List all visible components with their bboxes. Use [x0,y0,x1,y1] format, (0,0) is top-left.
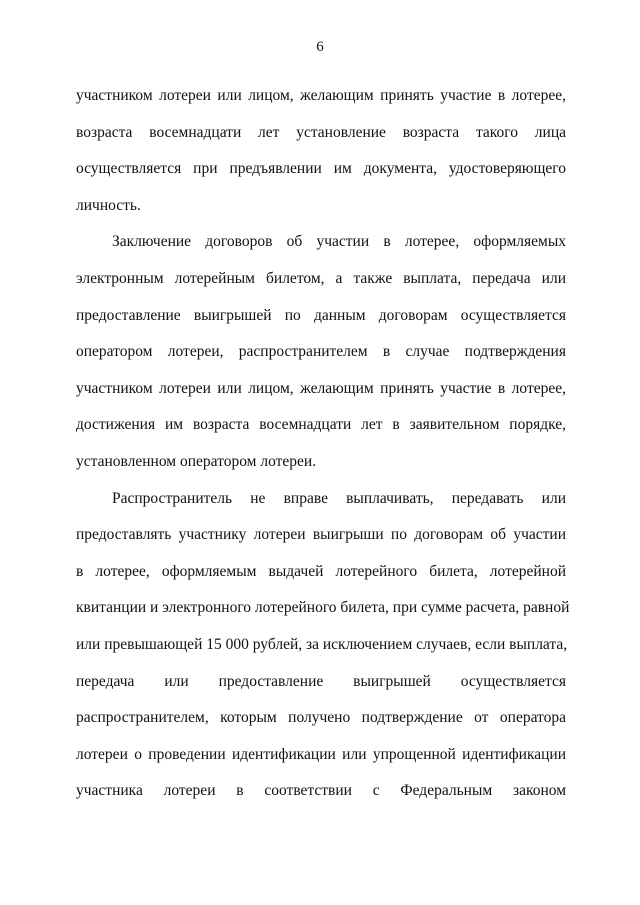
text-line: или превышающей 15 000 рублей, за исключением случаев, если выплата, [76,635,568,653]
text-line: лотереи о проведении идентификации или упрощенной идентификации [76,745,566,763]
text-line: электронным лотерейным билетом, а также выплата, передача или [76,269,566,287]
text-line: передача или предоставление выигрышей осуществляется [76,672,566,690]
document-body [76,78,570,810]
text-line: оператором лотереи, распространителем в случае подтверждения [76,343,566,361]
text-line: осуществляется при предъявлении им документа, удостоверяющего [76,160,566,178]
text-line: распространителем, которым получено подтверждение от оператора [76,709,566,727]
text-line: предоставлять участнику лотереи выигрыши по договорам об участии [76,526,566,544]
text-line: установленном оператором лотереи. [76,452,317,470]
text-line: личность. [76,196,141,214]
text-line: участника лотереи в соответствии с Федеральным законом [76,782,566,800]
text-line: Заключение договоров об участии в лотерее, оформляемых [112,233,566,251]
text-line: участником лотереи или лицом, желающим принять участие в лотерее, [76,87,566,104]
text-line: квитанции и электронного лотерейного билета, при сумме расчета, равной [76,599,570,617]
text-line: достижения им возраста восемнадцати лет в заявительном порядке, [76,416,566,434]
page-number: 6 [316,39,324,55]
text-line: участником лотереи или лицом, желающим принять участие в лотерее, [76,379,566,397]
text-line: Распространитель не вправе выплачивать, передавать или [112,489,566,507]
text-line: в лотерее, оформляемым выдачей лотерейного билета, лотерейной [76,562,566,580]
text-line: предоставление выигрышей по данным договорам осуществляется [76,306,566,324]
text-line: возраста восемнадцати лет установление возраста такого лица [76,123,566,141]
